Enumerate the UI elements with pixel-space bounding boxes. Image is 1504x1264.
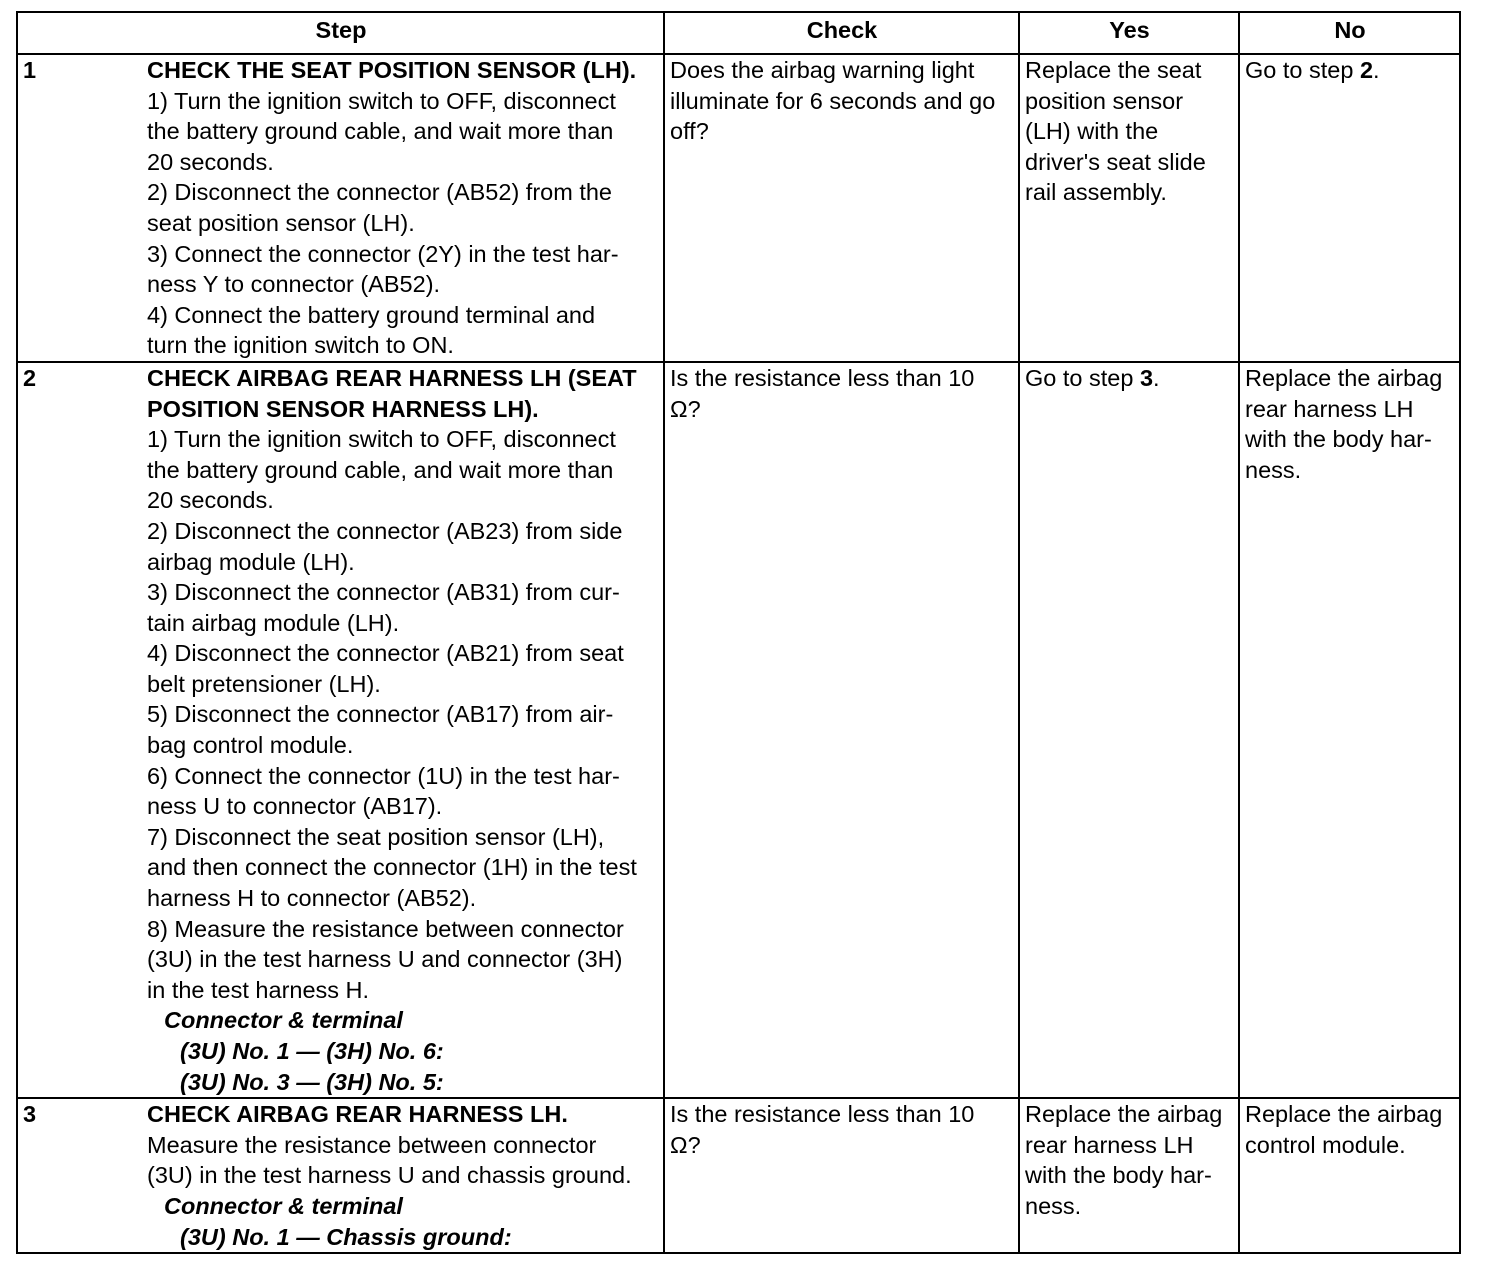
step-title: POSITION SENSOR HARNESS LH). xyxy=(147,395,539,422)
step-line: 7) Disconnect the seat position sensor (LH), xyxy=(147,823,605,850)
step-line: 6) Connect the connector (1U) in the test har- xyxy=(147,762,620,789)
step-title: CHECK AIRBAG REAR HARNESS LH (SEAT xyxy=(147,364,637,391)
step-line: 4) Disconnect the connector (AB21) from seat xyxy=(147,640,624,667)
spec-title: Connector & terminal xyxy=(164,1192,403,1219)
check-line: illuminate for 6 seconds and go xyxy=(670,87,996,114)
check-line: Is the resistance less than 10 xyxy=(670,1101,975,1128)
step-line: 8) Measure the resistance between connector xyxy=(147,915,624,942)
step-description xyxy=(142,54,664,362)
goto-prefix: Go to step xyxy=(1245,57,1360,83)
step-line: bag control module. xyxy=(147,732,354,759)
yes-line: driver's seat slide xyxy=(1025,148,1206,175)
step-line: (3U) in the test harness U and connector (3H) xyxy=(147,946,623,973)
spec-line: (3U) No. 1 — (3H) No. 6: xyxy=(180,1038,444,1064)
step-line: ness Y to connector (AB52). xyxy=(147,271,441,298)
check-line: Is the resistance less than 10 xyxy=(670,364,975,391)
step-line: in the test harness H. xyxy=(147,976,370,1003)
check-cell xyxy=(664,1098,1019,1253)
no-line xyxy=(1245,55,1455,86)
table-row xyxy=(17,1098,1460,1253)
step-description xyxy=(142,362,664,1098)
diagnostic-table xyxy=(16,11,1461,1254)
yes-line: ness. xyxy=(1025,1192,1082,1219)
step-line: tain airbag module (LH). xyxy=(147,609,400,636)
no-cell xyxy=(1239,1098,1460,1253)
no-line: control module. xyxy=(1245,1131,1406,1158)
header-check: Check xyxy=(664,12,1019,54)
step-line: 1) Turn the ignition switch to OFF, disconnect xyxy=(147,426,616,453)
step-number: 2 xyxy=(17,362,142,1098)
yes-line xyxy=(1025,363,1234,394)
step-line: the battery ground cable, and wait more than xyxy=(147,118,614,145)
step-line: 3) Connect the connector (2Y) in the test har- xyxy=(147,240,619,267)
yes-line: position sensor xyxy=(1025,87,1184,114)
yes-line: Replace the seat xyxy=(1025,57,1202,83)
no-cell xyxy=(1239,54,1460,362)
step-number: 3 xyxy=(17,1098,142,1253)
header-no: No xyxy=(1239,12,1460,54)
check-line: Does the airbag warning light xyxy=(670,57,975,83)
no-line: with the body har- xyxy=(1245,426,1432,453)
spec-title: Connector & terminal xyxy=(164,1007,403,1034)
step-title: CHECK AIRBAG REAR HARNESS LH. xyxy=(147,1101,568,1128)
spec-line: (3U) No. 3 — (3H) No. 5: xyxy=(180,1068,444,1095)
step-line: belt pretensioner (LH). xyxy=(147,670,381,697)
table-row xyxy=(17,54,1460,362)
header-row xyxy=(17,12,1460,54)
yes-cell xyxy=(1019,54,1239,362)
no-line: rear harness LH xyxy=(1245,395,1414,422)
step-line: 20 seconds. xyxy=(147,487,274,514)
step-line: 1) Turn the ignition switch to OFF, disconnect xyxy=(147,87,616,114)
spec-line: (3U) No. 1 — Chassis ground: xyxy=(180,1223,512,1250)
check-cell xyxy=(664,54,1019,362)
step-line: seat position sensor (LH). xyxy=(147,209,415,236)
step-line: (3U) in the test harness U and chassis ground. xyxy=(147,1162,632,1189)
no-line: Replace the airbag xyxy=(1245,364,1443,391)
yes-line: with the body har- xyxy=(1025,1162,1212,1189)
step-number: 1 xyxy=(17,54,142,362)
step-line: 2) Disconnect the connector (AB23) from side xyxy=(147,517,623,544)
yes-line: (LH) with the xyxy=(1025,118,1159,145)
step-line: 4) Connect the battery ground terminal and xyxy=(147,301,596,328)
check-line: off? xyxy=(670,118,709,145)
step-line: airbag module (LH). xyxy=(147,548,355,575)
yes-line: rail assembly. xyxy=(1025,179,1167,206)
no-line: ness. xyxy=(1245,456,1302,483)
goto-prefix: Go to step xyxy=(1025,364,1140,391)
step-description xyxy=(142,1098,664,1253)
check-cell xyxy=(664,362,1019,1098)
header-yes: Yes xyxy=(1019,12,1239,54)
yes-line: Replace the airbag xyxy=(1025,1101,1223,1128)
goto-suffix: . xyxy=(1373,57,1380,83)
goto-suffix: . xyxy=(1153,364,1160,391)
step-line: turn the ignition switch to ON. xyxy=(147,332,454,359)
step-line: the battery ground cable, and wait more than xyxy=(147,456,614,483)
step-line: 20 seconds. xyxy=(147,148,274,175)
no-cell xyxy=(1239,362,1460,1098)
header-step: Step xyxy=(17,12,664,54)
step-line: 2) Disconnect the connector (AB52) from the xyxy=(147,179,612,206)
yes-cell xyxy=(1019,1098,1239,1253)
step-line: ness U to connector (AB17). xyxy=(147,793,443,820)
yes-cell xyxy=(1019,362,1239,1098)
table-row xyxy=(17,362,1460,1098)
step-line: Measure the resistance between connector xyxy=(147,1131,597,1158)
step-line: and then connect the connector (1H) in the test xyxy=(147,854,637,881)
goto-step-link: 2 xyxy=(1359,57,1374,83)
check-line: Ω? xyxy=(670,1131,701,1158)
yes-line: rear harness LH xyxy=(1025,1131,1194,1158)
step-line: 3) Disconnect the connector (AB31) from cur- xyxy=(147,579,620,606)
no-line: Replace the airbag xyxy=(1245,1101,1443,1128)
check-line: Ω? xyxy=(670,395,701,422)
step-line: 5) Disconnect the connector (AB17) from air- xyxy=(147,701,614,728)
goto-step-link: 3 xyxy=(1139,364,1154,391)
step-title: CHECK THE SEAT POSITION SENSOR (LH). xyxy=(147,57,637,83)
step-line: harness H to connector (AB52). xyxy=(147,885,477,912)
